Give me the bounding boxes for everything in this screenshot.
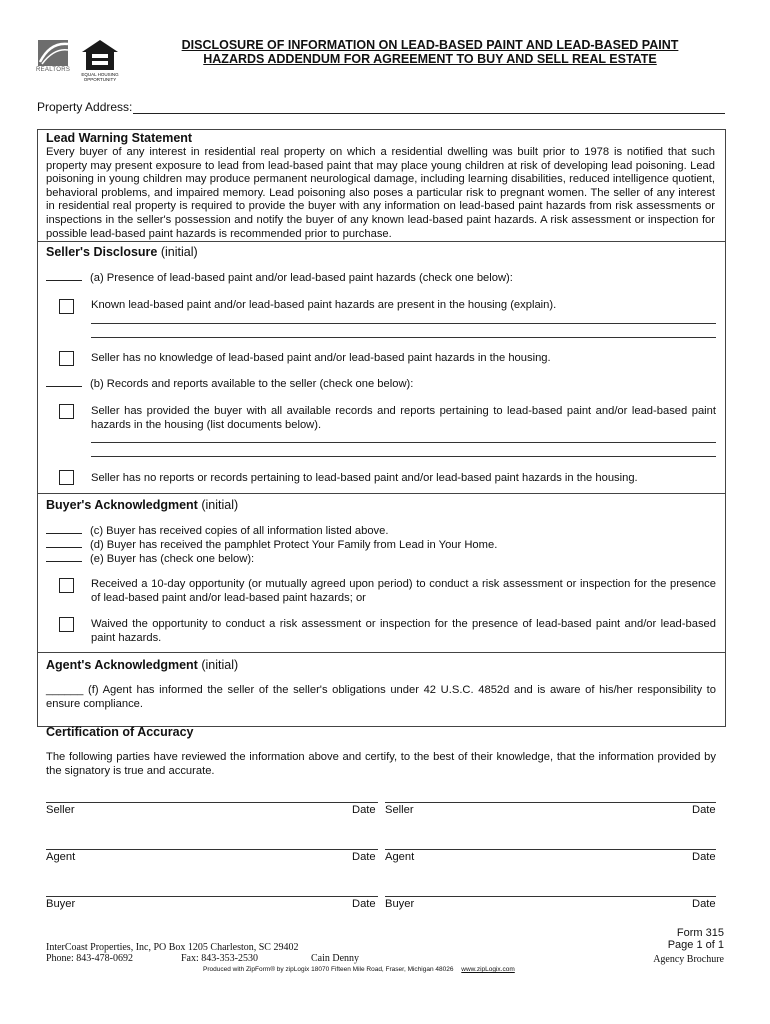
footer-fax: Fax: 843-353-2530 (181, 953, 258, 964)
buyer-ack-note: (initial) (201, 498, 239, 512)
sig-date-agent-1: Date (352, 851, 376, 863)
item-a-text: (a) Presence of lead-based paint and/or lead-based paint hazards (check one below): (90, 272, 513, 284)
equal-housing-line1: EQUAL HOUSING (81, 72, 119, 77)
property-address-field[interactable] (133, 113, 725, 114)
item-d (46, 539, 497, 553)
explain-line-1[interactable] (91, 323, 716, 324)
initial-blank-e[interactable] (46, 561, 82, 562)
equal-housing-logo (80, 38, 120, 84)
document-title (150, 38, 710, 66)
item-b (46, 378, 413, 392)
e-received-text: Received a 10-day opportunity (or mutually agreed upon period) to conduct a risk assessment or inspection for the presence of lead-based paint and/or lead-based paint hazards; or (91, 578, 716, 604)
checkbox-e-waived[interactable] (59, 617, 74, 632)
a-no-knowledge-text: Seller has no knowledge of lead-based paint and/or lead-based paint hazards in the housing. (91, 352, 551, 364)
checkbox-b-provided[interactable] (59, 404, 74, 419)
buyer-ack-heading (46, 498, 238, 512)
sig-label-buyer-1: Buyer (46, 898, 76, 910)
footer-produced (203, 966, 515, 973)
property-address-label: Property Address: (37, 100, 133, 114)
lead-warning-text: Every buyer of any interest in residential real property on which a residential dwelling was built prior to 1978 is notified that such property may present exposure to lead from lead-based paint that may place young children at risk of developing lead poisoning. Lead poisoning in young children may produce permanent neurological damage, including learning disabilities, reduced intelligence quotient, behavioral problems, and impaired memory. Lead poisoning also poses a particular risk to pregnant women. The seller of any interest in residential real property is required to provide the buyer with any information on lead-based paint hazards from risk assessments or inspections in the seller's possession and notify the buyer of any known lead-based paint hazards. A risk assessment or inspection for possible lead-based paint hazards is recommended prior to purchase. (46, 146, 715, 240)
produced-text: Produced with ZipForm® by zipLogix 18070 Fifteen Mile Road, Fraser, Michigan 48026 (203, 966, 454, 973)
lead-warning-heading: Lead Warning Statement (46, 131, 193, 145)
checkbox-b-none[interactable] (59, 470, 74, 485)
divider-2 (37, 493, 726, 494)
seller-disclosure-title: Seller's Disclosure (46, 245, 158, 259)
item-c (46, 525, 388, 539)
footer-company: InterCoast Properties, Inc, PO Box 1205 Charleston, SC 29402 (46, 942, 299, 953)
realtors-swoosh-icon (36, 38, 70, 68)
initial-blank-f[interactable]: ______ (46, 684, 84, 696)
ziplogix-link[interactable]: www.zipLogix.com (461, 966, 515, 973)
initial-blank-b[interactable] (46, 386, 82, 387)
sig-label-buyer-2: Buyer (385, 898, 415, 910)
initial-blank-c[interactable] (46, 533, 82, 534)
equal-housing-line2: OPPORTUNITY (83, 77, 117, 82)
signature-line-buyer-1[interactable] (46, 896, 378, 897)
title-line-2: HAZARDS ADDENDUM FOR AGREEMENT TO BUY AND SELL REAL ESTATE (203, 52, 657, 66)
a-known-text: Known lead-based paint and/or lead-based paint hazards are present in the housing (explain). (91, 299, 557, 311)
checkbox-a-no-knowledge[interactable] (59, 351, 74, 366)
form-number: Form 315 (676, 927, 724, 939)
item-f (46, 684, 716, 711)
signature-line-seller-2[interactable] (385, 802, 716, 803)
sig-label-seller-2: Seller (385, 804, 414, 816)
footer-agent-name: Cain Denny (311, 953, 360, 964)
item-c-text: (c) Buyer has received copies of all information listed above. (90, 525, 389, 537)
initial-blank-d[interactable] (46, 547, 82, 548)
documents-line-1[interactable] (91, 442, 716, 443)
signature-line-agent-1[interactable] (46, 849, 378, 850)
item-b-text: (b) Records and reports available to the seller (check one below): (90, 378, 414, 390)
document-name: Agency Brochure (653, 954, 724, 965)
documents-line-2[interactable] (91, 456, 716, 457)
b-none-text: Seller has no reports or records pertaining to lead-based paint and/or lead-based paint hazards in the housing. (91, 472, 638, 484)
divider-1 (37, 241, 726, 242)
sig-date-agent-2: Date (692, 851, 716, 863)
divider-3 (37, 652, 726, 653)
certification-heading: Certification of Accuracy (46, 725, 194, 739)
agent-ack-note: (initial) (201, 658, 239, 672)
sig-label-agent-1: Agent (46, 851, 76, 863)
item-a (46, 272, 513, 286)
sig-label-agent-2: Agent (385, 851, 415, 863)
sig-date-buyer-2: Date (692, 898, 716, 910)
agent-ack-heading (46, 658, 238, 672)
page-number: Page 1 of 1 (667, 939, 724, 951)
sig-date-seller-2: Date (692, 804, 716, 816)
e-waived-text: Waived the opportunity to conduct a risk assessment or inspection for the presence of lead-based paint and/or lead-based paint hazards. (91, 618, 716, 644)
item-d-text: (d) Buyer has received the pamphlet Protect Your Family from Lead in Your Home. (90, 539, 498, 551)
realtors-logo (36, 38, 70, 80)
certification-text: The following parties have reviewed the information above and certify, to the best of their knowledge, that the information provided by the signatory is true and accurate. (46, 751, 716, 777)
realtors-text: REALTORS (36, 67, 71, 73)
seller-disclosure-note: (initial) (160, 245, 198, 259)
title-line-1: DISCLOSURE OF INFORMATION ON LEAD-BASED PAINT AND LEAD-BASED PAINT (181, 38, 679, 52)
footer-form-info (600, 927, 724, 951)
initial-blank-a[interactable] (46, 280, 82, 281)
agent-ack-title: Agent's Acknowledgment (46, 658, 198, 672)
checkbox-e-received[interactable] (59, 578, 74, 593)
item-e (46, 553, 254, 567)
item-f-text: (f) Agent has informed the seller of the seller's obligations under 42 U.S.C. 4852d and is aware of his/her responsibility to ensure compliance. (46, 684, 717, 710)
explain-line-2[interactable] (91, 337, 716, 338)
b-provided-text: Seller has provided the buyer with all available records and reports pertaining to lead-based paint and/or lead-based paint hazards in the housing (list documents below). (91, 405, 716, 431)
signature-line-agent-2[interactable] (385, 849, 716, 850)
sig-date-buyer-1: Date (352, 898, 376, 910)
signature-line-buyer-2[interactable] (385, 896, 716, 897)
signature-line-seller-1[interactable] (46, 802, 378, 803)
sig-label-seller-1: Seller (46, 804, 75, 816)
footer-phone: Phone: 843-478-0692 (46, 953, 133, 964)
equal-housing-house-icon (80, 38, 120, 72)
sig-date-seller-1: Date (352, 804, 376, 816)
checkbox-a-known[interactable] (59, 299, 74, 314)
seller-disclosure-heading (46, 245, 198, 259)
item-e-text: (e) Buyer has (check one below): (90, 553, 255, 565)
buyer-ack-title: Buyer's Acknowledgment (46, 498, 198, 512)
